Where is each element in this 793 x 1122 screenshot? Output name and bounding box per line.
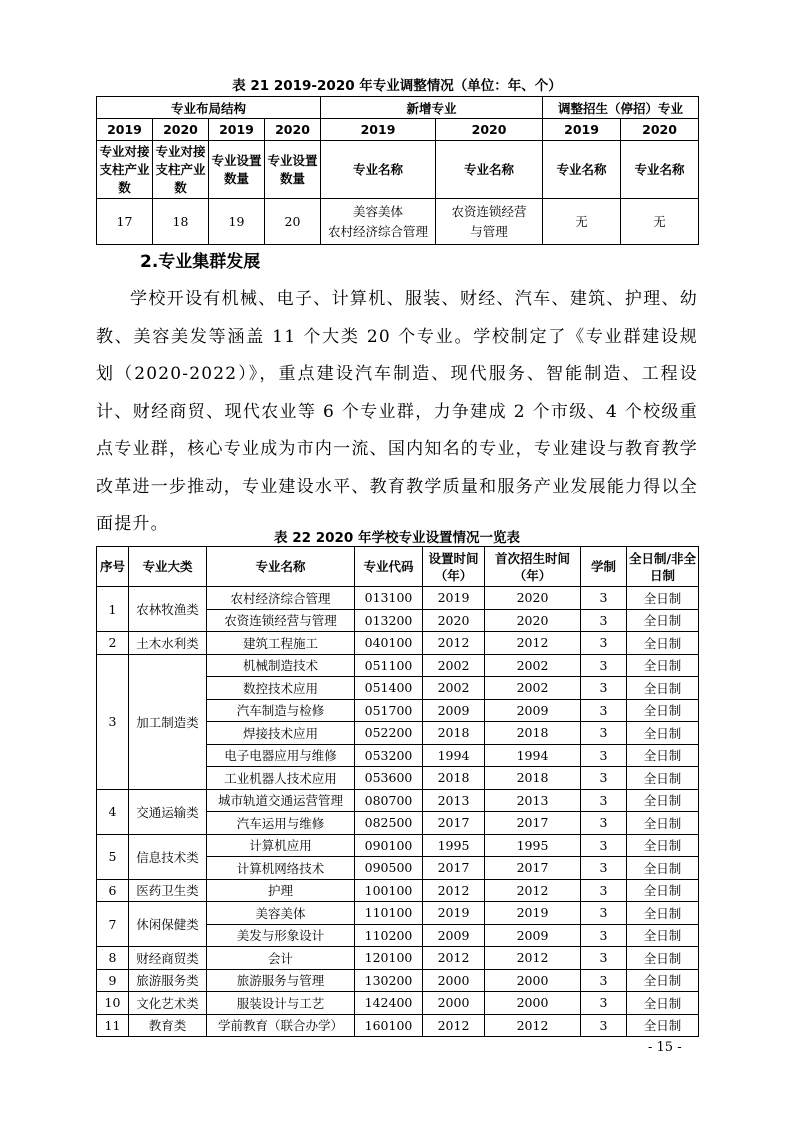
- major-code-cell: 130200: [355, 969, 423, 992]
- major-name-cell: 汽车制造与检修: [207, 699, 355, 722]
- duration-cell: 3: [581, 992, 627, 1015]
- study-mode-cell: 全日制: [627, 812, 699, 835]
- major-name-cell: 数控技术应用: [207, 677, 355, 700]
- t21-year: 2019: [543, 119, 621, 141]
- study-mode-cell: 全日制: [627, 992, 699, 1015]
- row-number: 7: [97, 902, 129, 947]
- duration-cell: 3: [581, 632, 627, 655]
- first-enroll-year-cell: 2012: [485, 947, 581, 970]
- category-cell: 休闲保健类: [129, 902, 207, 947]
- first-enroll-year-cell: 2002: [485, 654, 581, 677]
- category-cell: 医药卫生类: [129, 879, 207, 902]
- first-enroll-year-cell: 2002: [485, 677, 581, 700]
- first-enroll-year-cell: 2019: [485, 902, 581, 925]
- major-code-cell: 110100: [355, 902, 423, 925]
- major-name-cell: 美发与形象设计: [207, 924, 355, 947]
- t21-year: 2019: [97, 119, 153, 141]
- t21-year: 2019: [321, 119, 436, 141]
- major-name-cell: 计算机网络技术: [207, 857, 355, 880]
- duration-cell: 3: [581, 744, 627, 767]
- study-mode-cell: 全日制: [627, 722, 699, 745]
- set-year-cell: 2000: [423, 969, 485, 992]
- major-code-cell: 100100: [355, 879, 423, 902]
- category-cell: 财经商贸类: [129, 947, 207, 970]
- first-enroll-year-cell: 2009: [485, 924, 581, 947]
- category-cell: 文化艺术类: [129, 992, 207, 1015]
- table-row: [97, 654, 699, 677]
- study-mode-cell: 全日制: [627, 902, 699, 925]
- first-enroll-year-cell: 2017: [485, 857, 581, 880]
- major-name-cell: 建筑工程施工: [207, 632, 355, 655]
- page-number: - 15 -: [648, 1040, 682, 1055]
- first-enroll-year-cell: 2018: [485, 767, 581, 790]
- t21-subheader: 专业对接支柱产业数: [153, 141, 209, 199]
- first-enroll-year-cell: 2017: [485, 812, 581, 835]
- category-cell: 信息技术类: [129, 834, 207, 879]
- major-code-cell: 142400: [355, 992, 423, 1015]
- major-name-cell: 旅游服务与管理: [207, 969, 355, 992]
- set-year-cell: 2018: [423, 722, 485, 745]
- duration-cell: 3: [581, 789, 627, 812]
- major-code-cell: 040100: [355, 632, 423, 655]
- major-code-cell: 090100: [355, 834, 423, 857]
- t21-year: 2019: [209, 119, 265, 141]
- t21-subheader: 专业名称: [621, 141, 699, 199]
- duration-cell: 3: [581, 1014, 627, 1037]
- t22-header: 序号: [97, 547, 129, 587]
- row-number: 11: [97, 1014, 129, 1037]
- duration-cell: 3: [581, 587, 627, 610]
- row-number: 4: [97, 789, 129, 834]
- study-mode-cell: 全日制: [627, 632, 699, 655]
- t21-value: 无: [621, 199, 699, 245]
- study-mode-cell: 全日制: [627, 924, 699, 947]
- first-enroll-year-cell: 2009: [485, 699, 581, 722]
- first-enroll-year-cell: 2000: [485, 969, 581, 992]
- study-mode-cell: 全日制: [627, 789, 699, 812]
- study-mode-cell: 全日制: [627, 969, 699, 992]
- major-name-cell: 会计: [207, 947, 355, 970]
- first-enroll-year-cell: 2020: [485, 587, 581, 610]
- t21-value: 20: [265, 199, 321, 245]
- major-code-cell: 053600: [355, 767, 423, 790]
- major-name-cell: 服装设计与工艺: [207, 992, 355, 1015]
- major-name-cell: 计算机应用: [207, 834, 355, 857]
- t21-year: 2020: [436, 119, 543, 141]
- first-enroll-year-cell: 2000: [485, 992, 581, 1015]
- major-name-cell: 护理: [207, 879, 355, 902]
- row-number: 2: [97, 632, 129, 655]
- major-code-cell: 051400: [355, 677, 423, 700]
- study-mode-cell: 全日制: [627, 699, 699, 722]
- study-mode-cell: 全日制: [627, 879, 699, 902]
- table-row: [97, 1014, 699, 1037]
- t21-value: 17: [97, 199, 153, 245]
- major-code-cell: 160100: [355, 1014, 423, 1037]
- row-number: 5: [97, 834, 129, 879]
- set-year-cell: 1994: [423, 744, 485, 767]
- major-name-cell: 农资连锁经营与管理: [207, 609, 355, 632]
- study-mode-cell: 全日制: [627, 587, 699, 610]
- table-row: [97, 969, 699, 992]
- t21-subheader: 专业设置数量: [209, 141, 265, 199]
- duration-cell: 3: [581, 834, 627, 857]
- t21-value: 美容美体 农村经济综合管理: [321, 199, 436, 245]
- set-year-cell: 2002: [423, 654, 485, 677]
- major-name-cell: 汽车运用与维修: [207, 812, 355, 835]
- set-year-cell: 2009: [423, 699, 485, 722]
- t21-year: 2020: [153, 119, 209, 141]
- duration-cell: 3: [581, 879, 627, 902]
- t21-value: 18: [153, 199, 209, 245]
- t21-value: 农资连锁经营与管理: [436, 199, 543, 245]
- t22-header: 专业代码: [355, 547, 423, 587]
- category-cell: 土木水利类: [129, 632, 207, 655]
- duration-cell: 3: [581, 677, 627, 700]
- set-year-cell: 2012: [423, 947, 485, 970]
- set-year-cell: 2009: [423, 924, 485, 947]
- duration-cell: 3: [581, 924, 627, 947]
- major-name-cell: 工业机器人技术应用: [207, 767, 355, 790]
- study-mode-cell: 全日制: [627, 834, 699, 857]
- major-name-cell: 机械制造技术: [207, 654, 355, 677]
- t21-subheader: 专业对接支柱产业数: [97, 141, 153, 199]
- study-mode-cell: 全日制: [627, 654, 699, 677]
- first-enroll-year-cell: 2012: [485, 879, 581, 902]
- table-row: [97, 992, 699, 1015]
- set-year-cell: 2018: [423, 767, 485, 790]
- major-code-cell: 120100: [355, 947, 423, 970]
- major-name-cell: 美容美体: [207, 902, 355, 925]
- t21-group-header: 新增专业: [321, 97, 543, 119]
- first-enroll-year-cell: 2012: [485, 1014, 581, 1037]
- duration-cell: 3: [581, 969, 627, 992]
- table-row: [97, 947, 699, 970]
- duration-cell: 3: [581, 767, 627, 790]
- t21-group-header: 专业布局结构: [97, 97, 321, 119]
- major-code-cell: 082500: [355, 812, 423, 835]
- major-name-cell: 焊接技术应用: [207, 722, 355, 745]
- t22-header: 设置时间（年）: [423, 547, 485, 587]
- study-mode-cell: 全日制: [627, 609, 699, 632]
- set-year-cell: 2013: [423, 789, 485, 812]
- set-year-cell: 2019: [423, 587, 485, 610]
- t22-header: 学制: [581, 547, 627, 587]
- major-name-cell: 电子电器应用与维修: [207, 744, 355, 767]
- section-title: 2.专业集群发展: [140, 252, 261, 272]
- set-year-cell: 1995: [423, 834, 485, 857]
- t22-header: 首次招生时间（年）: [485, 547, 581, 587]
- major-code-cell: 090500: [355, 857, 423, 880]
- table-row: [97, 902, 699, 925]
- t21-subheader: 专业名称: [436, 141, 543, 199]
- set-year-cell: 2017: [423, 857, 485, 880]
- table-row: [97, 587, 699, 610]
- major-code-cell: 052200: [355, 722, 423, 745]
- row-number: 8: [97, 947, 129, 970]
- t21-group-header: 调整招生（停招）专业: [543, 97, 699, 119]
- table-row: [97, 879, 699, 902]
- duration-cell: 3: [581, 812, 627, 835]
- duration-cell: 3: [581, 947, 627, 970]
- row-number: 10: [97, 992, 129, 1015]
- section-paragraph: 学校开设有机械、电子、计算机、服装、财经、汽车、建筑、护理、幼教、美容美发等涵盖 11 个大类 20 个专业。学校制定了《专业群建设规划（2020-2022）》，重点建设汽车制造、现代服务、智能制造、工程设计、财经商贸、现代农业等 6 个专业群，力争建成 2 个市级、4 个校级重点专业群，核心专业成为市内一流、国内知名的专业，专业建设与教育教学改革进一步推动，专业建设水平、教育教学质量和服务产业发展能力得以全面提升。: [96, 289, 698, 534]
- category-cell: 旅游服务类: [129, 969, 207, 992]
- table-row: [97, 834, 699, 857]
- set-year-cell: 2012: [423, 1014, 485, 1037]
- set-year-cell: 2000: [423, 992, 485, 1015]
- row-number: 9: [97, 969, 129, 992]
- first-enroll-year-cell: 2013: [485, 789, 581, 812]
- duration-cell: 3: [581, 902, 627, 925]
- t21-subheader: 专业名称: [543, 141, 621, 199]
- table21-caption: 表 21 2019-2020 年专业调整情况（单位：年、个）: [232, 78, 562, 94]
- study-mode-cell: 全日制: [627, 744, 699, 767]
- table-row: [97, 632, 699, 655]
- study-mode-cell: 全日制: [627, 857, 699, 880]
- major-name-cell: 农村经济综合管理: [207, 587, 355, 610]
- study-mode-cell: 全日制: [627, 947, 699, 970]
- category-cell: 教育类: [129, 1014, 207, 1037]
- t22-header: 专业大类: [129, 547, 207, 587]
- table21: [96, 96, 699, 245]
- major-name-cell: 城市轨道交通运营管理: [207, 789, 355, 812]
- major-code-cell: 051100: [355, 654, 423, 677]
- major-code-cell: 051700: [355, 699, 423, 722]
- major-code-cell: 110200: [355, 924, 423, 947]
- duration-cell: 3: [581, 654, 627, 677]
- category-cell: 交通运输类: [129, 789, 207, 834]
- first-enroll-year-cell: 2018: [485, 722, 581, 745]
- set-year-cell: 2002: [423, 677, 485, 700]
- t21-year: 2020: [265, 119, 321, 141]
- major-name-cell: 学前教育（联合办学）: [207, 1014, 355, 1037]
- set-year-cell: 2012: [423, 879, 485, 902]
- row-number: 1: [97, 587, 129, 632]
- set-year-cell: 2017: [423, 812, 485, 835]
- table22-caption: 表 22 2020 年学校专业设置情况一览表: [274, 530, 520, 546]
- study-mode-cell: 全日制: [627, 1014, 699, 1037]
- set-year-cell: 2019: [423, 902, 485, 925]
- duration-cell: 3: [581, 722, 627, 745]
- first-enroll-year-cell: 1995: [485, 834, 581, 857]
- row-number: 3: [97, 654, 129, 789]
- table-row: [97, 789, 699, 812]
- major-code-cell: 013100: [355, 587, 423, 610]
- row-number: 6: [97, 879, 129, 902]
- set-year-cell: 2012: [423, 632, 485, 655]
- study-mode-cell: 全日制: [627, 677, 699, 700]
- t21-year: 2020: [621, 119, 699, 141]
- category-cell: 农林牧渔类: [129, 587, 207, 632]
- study-mode-cell: 全日制: [627, 767, 699, 790]
- set-year-cell: 2020: [423, 609, 485, 632]
- t21-value: 无: [543, 199, 621, 245]
- duration-cell: 3: [581, 857, 627, 880]
- t22-header: 专业名称: [207, 547, 355, 587]
- first-enroll-year-cell: 2012: [485, 632, 581, 655]
- first-enroll-year-cell: 1994: [485, 744, 581, 767]
- t21-subheader: 专业名称: [321, 141, 436, 199]
- table22: [96, 546, 699, 1037]
- duration-cell: 3: [581, 609, 627, 632]
- category-cell: 加工制造类: [129, 654, 207, 789]
- major-code-cell: 053200: [355, 744, 423, 767]
- major-code-cell: 013200: [355, 609, 423, 632]
- t22-header: 全日制/非全日制: [627, 547, 699, 587]
- t21-subheader: 专业设置数量: [265, 141, 321, 199]
- t21-value: 19: [209, 199, 265, 245]
- major-code-cell: 080700: [355, 789, 423, 812]
- t22-body: [97, 587, 699, 1037]
- first-enroll-year-cell: 2020: [485, 609, 581, 632]
- duration-cell: 3: [581, 699, 627, 722]
